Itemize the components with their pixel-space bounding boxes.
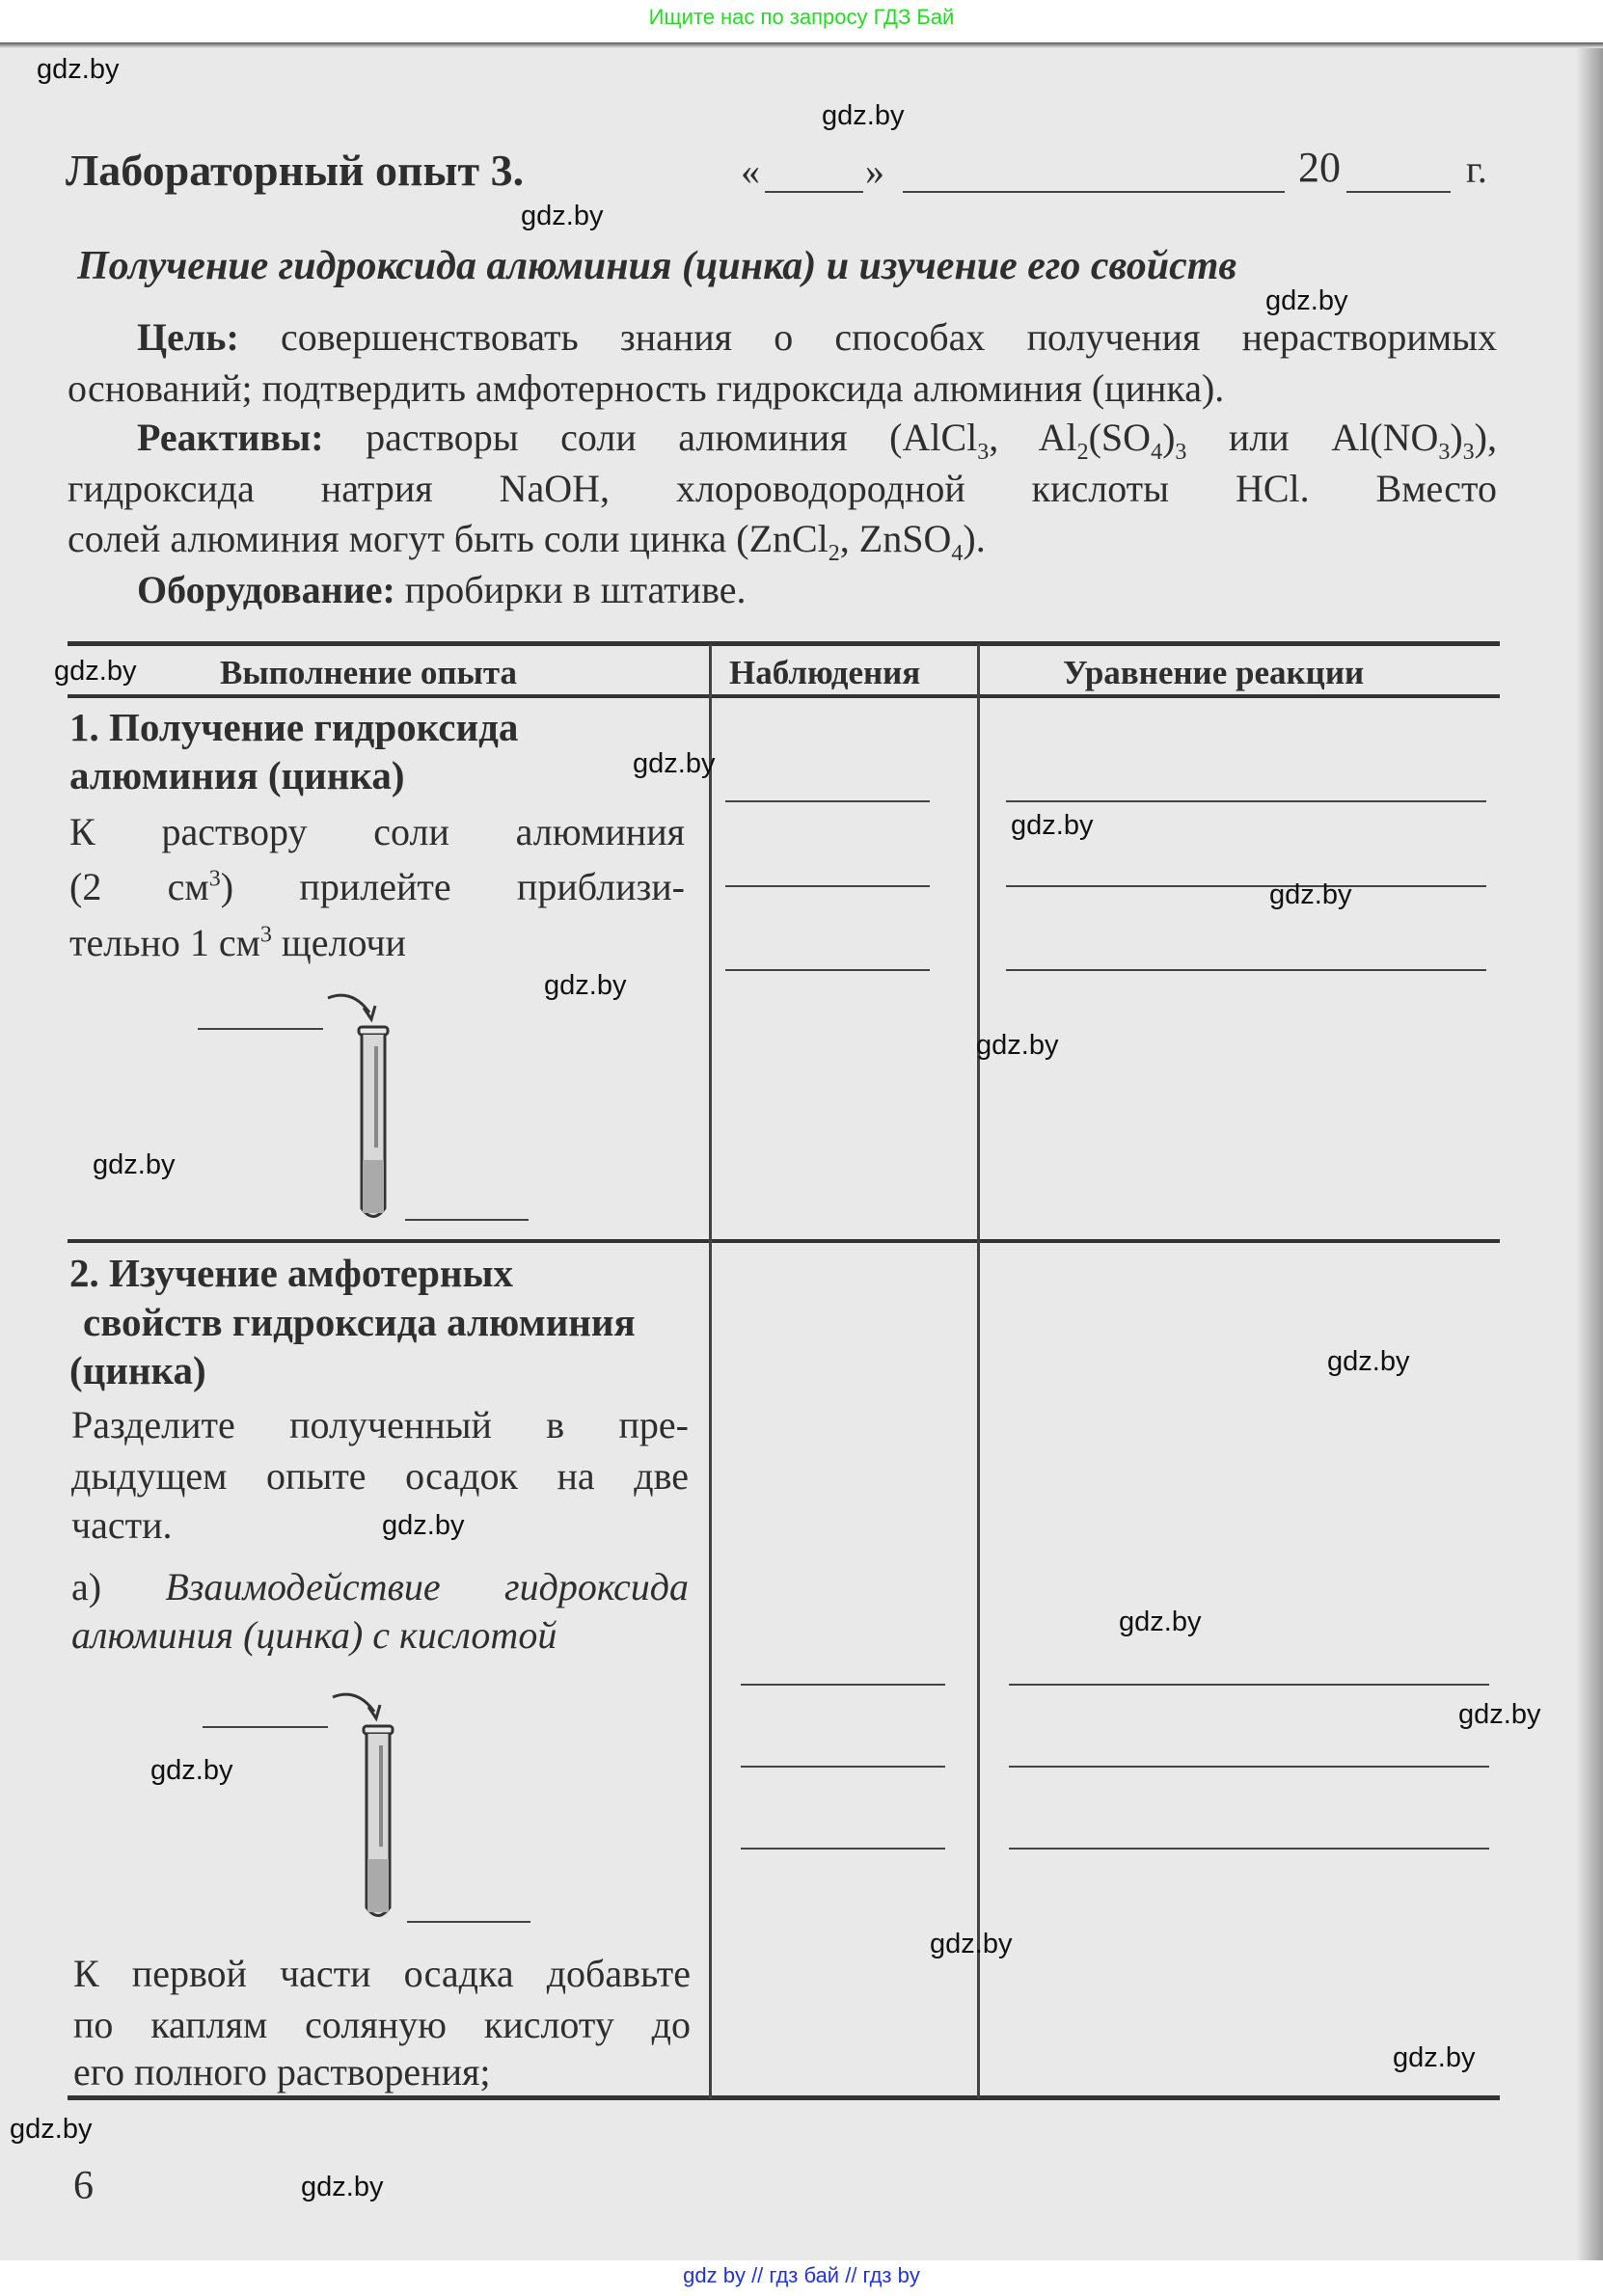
reagents-line-1 xyxy=(137,415,1497,465)
bottom-banner[interactable]: gdz by // гдз бай // гдз by xyxy=(683,2263,920,2287)
watermark: gdz.by xyxy=(521,201,604,231)
row2-reagent-blank[interactable] xyxy=(203,1726,328,1728)
lab-subtitle: Получение гидроксида алюминия (цинка) и изучение его свойств xyxy=(77,244,1237,288)
reagents-line-2: гидроксида натрия NaOH, хлороводородной кислоты HCl. Вместо xyxy=(68,467,1497,510)
watermark: gdz.by xyxy=(976,1030,1059,1061)
row2-final-line-2: по каплям соляную кислоту до xyxy=(73,2003,691,2046)
watermark: gdz.by xyxy=(1119,1607,1202,1637)
row1-equation-line-1[interactable] xyxy=(1006,800,1486,802)
equipment-label: Оборудование: xyxy=(137,568,395,611)
row1-title-line-2: алюминия (цинка) xyxy=(69,753,405,797)
watermark: gdz.by xyxy=(544,970,627,1001)
sub-label: а) xyxy=(71,1565,102,1608)
row2-product-blank[interactable] xyxy=(407,1921,530,1923)
row2-sub-line-1 xyxy=(71,1564,689,1609)
watermark: gdz.by xyxy=(37,54,120,85)
reagents-label: Реактивы: xyxy=(137,416,324,459)
goal-line-2: оснований; подтвердить амфотерность гидроксида алюминия (цинка). xyxy=(68,366,1225,410)
column-divider-1 xyxy=(709,644,712,2098)
row2-observation-line-1[interactable] xyxy=(741,1684,945,1686)
row2-equation-line-1[interactable] xyxy=(1009,1684,1489,1686)
test-tube-icon xyxy=(323,988,400,1229)
watermark: gdz.by xyxy=(1458,1699,1541,1730)
date-day-blank[interactable] xyxy=(765,191,863,193)
table-top-rule xyxy=(68,641,1500,646)
row2-text-line-2: дыдущем опыте осадок на две xyxy=(71,1454,689,1498)
date-month-blank[interactable] xyxy=(903,191,1285,193)
goal-label: Цель: xyxy=(137,315,239,359)
row1-observation-line-2[interactable] xyxy=(725,885,930,887)
row2-text-line-1: Разделите полученный в пре- xyxy=(71,1403,689,1446)
row1-text-line-2: (2 $см^3$) прилейте приблизи- xyxy=(69,865,685,908)
watermark: gdz.by xyxy=(10,2114,93,2145)
watermark: gdz.by xyxy=(54,656,137,687)
row1-reagent-blank[interactable] xyxy=(198,1028,323,1030)
watermark: gdz.by xyxy=(822,100,905,131)
watermark: gdz.by xyxy=(1269,879,1352,910)
header-procedure: Выполнение опыта xyxy=(220,654,517,691)
header-equation: Уравнение реакции xyxy=(1063,654,1365,691)
date-open-quote: « xyxy=(741,149,760,193)
row1-observation-line-3[interactable] xyxy=(725,969,930,971)
date-close-quote: » xyxy=(865,149,884,193)
goal-line-1 xyxy=(137,314,1497,360)
reagents-text: растворы соли алюминия (AlCl$_3$, $Al_2(SO_4)_3$ или $Al(NO_3)_3$), xyxy=(366,416,1497,465)
date-year-blank[interactable] xyxy=(1346,191,1451,193)
watermark: gdz.by xyxy=(150,1755,233,1786)
year-suffix: г. xyxy=(1466,148,1487,191)
table-header-rule xyxy=(68,694,1500,698)
row1-title-line-1: 1. Получение гидроксида xyxy=(69,705,519,749)
row2-title-line-1: 2. Изучение амфотерных xyxy=(69,1251,514,1295)
header-observations: Наблюдения xyxy=(729,654,921,691)
table-row-rule xyxy=(68,1239,1500,1243)
top-banner[interactable]: Ищите нас по запросу ГДЗ Бай xyxy=(648,5,955,29)
page-edge-shadow xyxy=(0,42,1603,48)
row1-product-blank[interactable] xyxy=(405,1219,529,1221)
watermark: gdz.by xyxy=(1393,2042,1476,2073)
row2-final-line-3: его полного растворения; xyxy=(73,2050,491,2093)
row2-sub-line-2: алюминия (цинка) с кислотой xyxy=(71,1613,557,1657)
column-divider-2 xyxy=(977,644,980,2098)
watermark: gdz.by xyxy=(1265,285,1348,316)
equipment-text: пробирки в штативе. xyxy=(404,568,747,611)
row1-text-line-1: К раствору соли алюминия xyxy=(69,810,685,853)
row1-observation-line-1[interactable] xyxy=(725,800,930,802)
row1-equation-line-2[interactable] xyxy=(1006,885,1486,887)
page-number: 6 xyxy=(73,2164,94,2208)
year-prefix: 20 xyxy=(1298,144,1341,191)
row2-observation-line-2[interactable] xyxy=(741,1766,945,1768)
table-bottom-rule xyxy=(68,2095,1500,2100)
row2-title-line-2: свойств гидроксида алюминия xyxy=(83,1300,636,1344)
watermark: gdz.by xyxy=(1011,810,1094,841)
row2-observation-line-3[interactable] xyxy=(741,1848,945,1850)
lab-title: Лабораторный опыт 3. xyxy=(66,146,525,195)
row1-text-line-3: тельно 1 $см^3$ щелочи xyxy=(69,921,406,964)
row2-final-line-1: К первой части осадка добавьте xyxy=(73,1952,691,1995)
row2-title-line-3: (цинка) xyxy=(69,1348,206,1392)
equipment-line xyxy=(137,567,746,612)
watermark: gdz.by xyxy=(1327,1346,1410,1377)
row2-equation-line-3[interactable] xyxy=(1009,1848,1489,1850)
watermark: gdz.by xyxy=(633,748,716,779)
sub-title: Взаимодействие гидроксида xyxy=(165,1565,689,1608)
row1-equation-line-3[interactable] xyxy=(1006,969,1486,971)
row2-equation-line-2[interactable] xyxy=(1009,1766,1489,1768)
test-tube-icon xyxy=(328,1688,405,1929)
watermark: gdz.by xyxy=(382,1510,465,1541)
reagents-line-3: солей алюминия могут быть соли цинка (ZnCl$_2$, ZnSO$_4$). xyxy=(68,517,986,566)
watermark: gdz.by xyxy=(301,2172,384,2202)
row2-text-line-3: части. xyxy=(71,1503,173,1547)
watermark: gdz.by xyxy=(930,1929,1013,1959)
goal-text: совершенствовать знания о способах получения нерастворимых xyxy=(280,315,1498,359)
watermark: gdz.by xyxy=(93,1149,176,1180)
